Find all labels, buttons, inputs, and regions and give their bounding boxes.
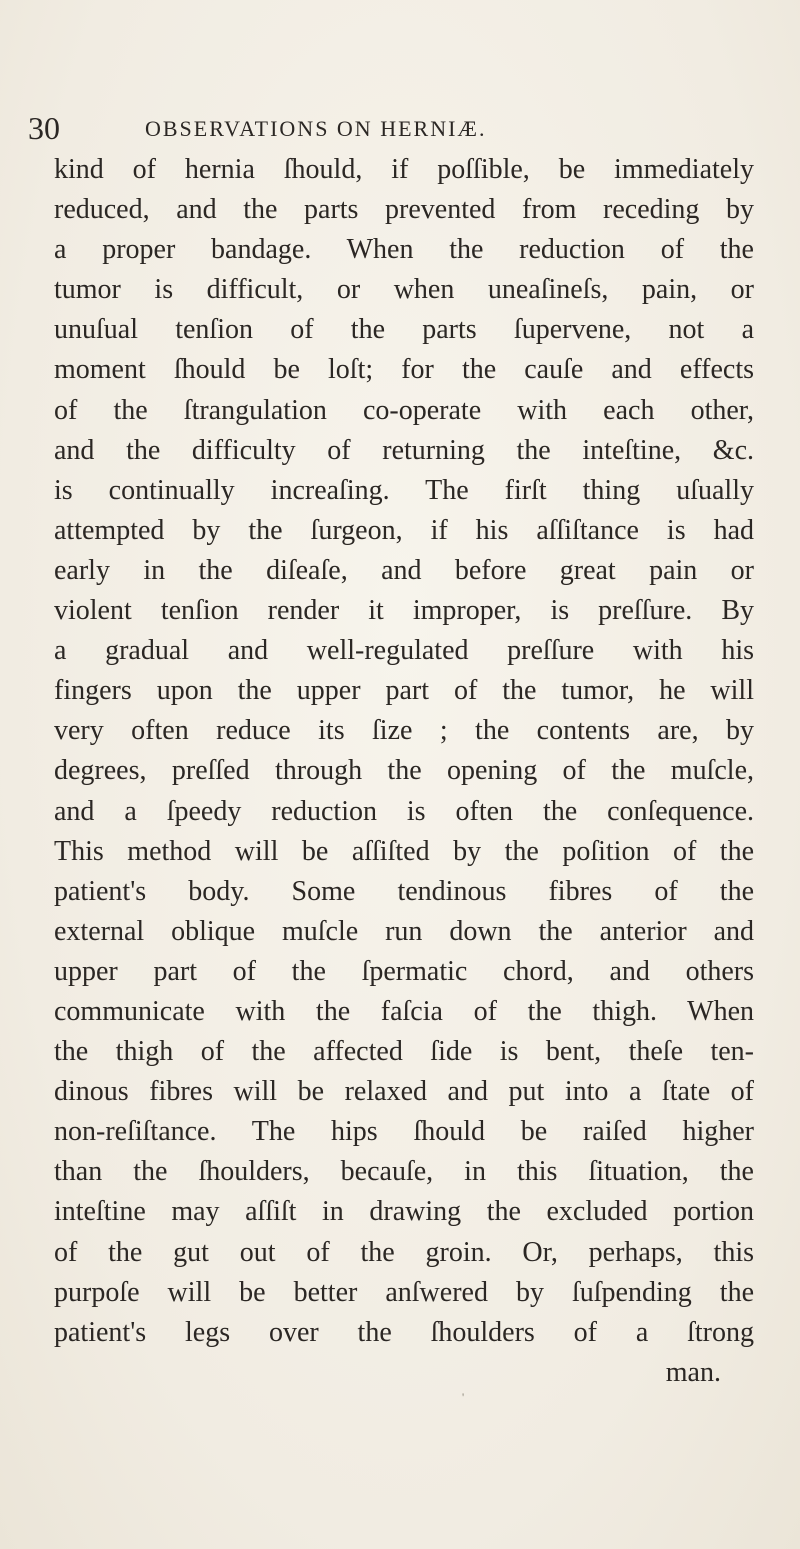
text-line: tumor is difficult, or when uneaſineſs, pain, or: [54, 274, 754, 306]
text-line: kind of hernia ſhould, if poſſible, be immediately: [54, 154, 754, 185]
text-line: reduced, and the parts prevented from receding by: [54, 194, 754, 226]
text-line: a gradual and well-regulated preſſure with his: [54, 635, 754, 667]
text-line: of the ſtrangulation co-operate with each other,: [54, 394, 754, 426]
text-line: of the gut out of the groin. Or, perhaps, this: [54, 1236, 754, 1268]
text-line: upper part of the ſpermatic chord, and others: [54, 955, 754, 987]
text-line: unuſual tenſion of the parts ſupervene, not a: [54, 314, 754, 346]
text-line: degrees, preſſed through the opening of the muſcle,: [54, 755, 754, 787]
text-line: is continually increaſing. The firſt thing uſually: [54, 474, 754, 506]
text-line: than the ſhoulders, becauſe, in this ſituation, the: [54, 1156, 754, 1188]
running-head: OBSERVATIONS ON HERNIÆ.: [145, 116, 487, 141]
text-line: dinous fibres will be relaxed and put into a ſtate of: [54, 1076, 754, 1108]
text-line: non-reſiſtance. The hips ſhould be raiſed higher: [54, 1116, 754, 1148]
text-line: purpoſe will be better anſwered by ſuſpending the: [54, 1276, 754, 1308]
text-line: a proper bandage. When the reduction of the: [54, 234, 754, 266]
text-line: and the difficulty of returning the inteſtine, &c.: [54, 434, 754, 466]
text-line: patient's body. Some tendinous fibres of the: [54, 875, 754, 907]
text-line: attempted by the ſurgeon, if his aſſiſtance is had: [54, 514, 754, 546]
text-line: This method will be aſſiſted by the poſition of the: [54, 835, 754, 867]
text-line: moment ſhould be loſt; for the cauſe and effects: [54, 354, 754, 386]
text-line: violent tenſion render it improper, is preſſure. By: [54, 595, 754, 627]
text-line: fingers upon the upper part of the tumor, he will: [54, 675, 754, 707]
catchword: man.: [665, 1356, 721, 1388]
text-line: very often reduce its ſize ; the contents are, by: [54, 715, 754, 747]
text-line: inteſtine may aſſiſt in drawing the excluded portion: [54, 1196, 754, 1228]
page-mark: ': [462, 1390, 465, 1404]
page-number: 30: [28, 110, 60, 146]
text-line: communicate with the faſcia of the thigh. When: [54, 995, 754, 1027]
text-line: external oblique muſcle run down the anterior and: [54, 915, 754, 947]
text-line: patient's legs over the ſhoulders of a ſtrong: [54, 1316, 754, 1348]
page-header: [28, 108, 728, 148]
text-line: and a ſpeedy reduction is often the conſequence.: [54, 795, 754, 827]
body-text: [54, 150, 754, 1393]
text-line: the thigh of the affected ſide is bent, theſe ten-: [54, 1036, 754, 1068]
text-line: early in the diſeaſe, and before great pain or: [54, 554, 754, 586]
